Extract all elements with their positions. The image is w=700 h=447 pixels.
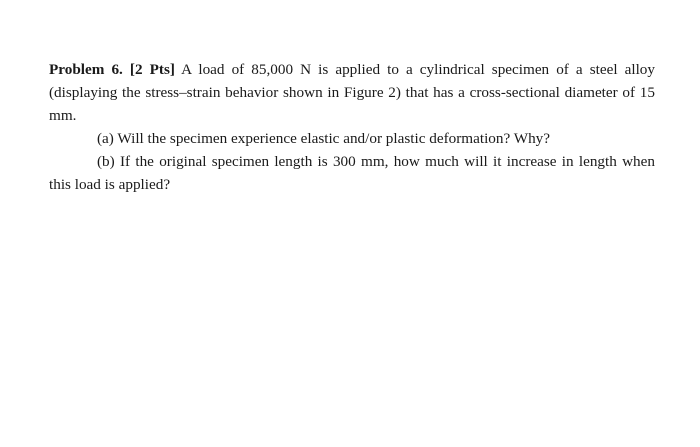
part-b-question: (b) If the original specimen length is 300 mm, how much will it increase in length when this load is applied?: [49, 153, 655, 193]
problem-statement-text: A load of 85,000 N is applied to a cylindrical specimen of a steel alloy (displaying the stress–strain behavior shown in Figure 2) that has a cross-sectional diameter of 15 mm.: [49, 61, 655, 124]
problem-heading: Problem 6. [2 Pts]: [49, 61, 175, 78]
part-a-question: (a) Will the specimen experience elastic and/or plastic deformation? Why?: [97, 130, 550, 147]
problem-statement: [49, 58, 655, 127]
